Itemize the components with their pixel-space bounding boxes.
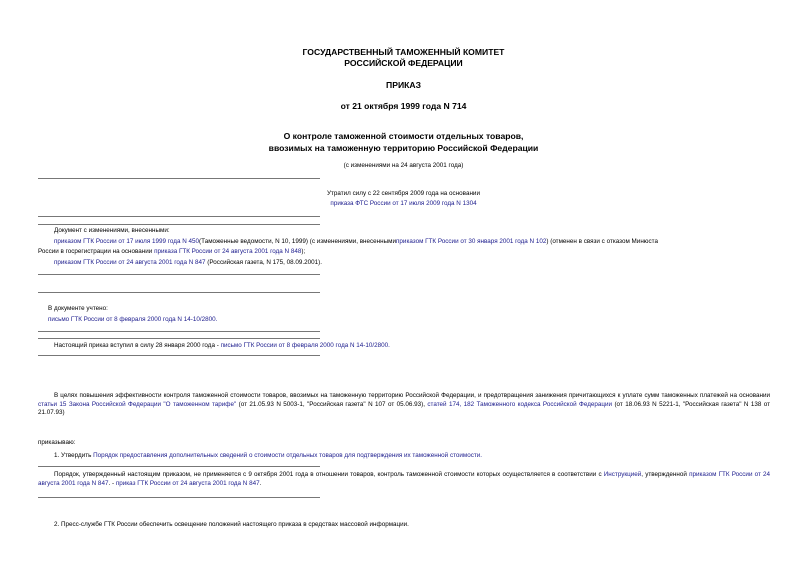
preamble-paragraph: В целях повышения эффективности контроля таможенной стоимости товаров, ввозимых на таможенную территорию Российской Федерации, и предотвращения занижения причитающихся к уплате сумм таможенных платежей на основании статьи 15 Закона Российской Федерации "О таможенном тарифе" (от 21.05.93 N 5003-1, "Российская газета" N 107 от 05.06.93), статей 174, 182 Таможенного кодекса Российской Федерации (от 18.06.93 N 5221-1, "Российская газета" N 138 от 21.07.93) xyxy=(38,392,771,417)
divider xyxy=(38,216,320,217)
order-847-link[interactable]: приказом ГТК России от 24 августа 2001 года N 847 xyxy=(38,471,771,487)
amendment-item-1: приказом ГТК России от 17 июля 1999 года N 450(Таможенные ведомости, N 10, 1999) (с изменениями, внесеннымиприказом ГТК России от 30 января 2001 года N 102) (отменен в связи с отказом Минюста xyxy=(54,238,658,245)
committee-name-line2: РОССИЙСКОЙ ФЕДЕРАЦИИ xyxy=(344,58,463,68)
amendment-link-847[interactable]: приказом ГТК России от 24 августа 2001 года N 847 xyxy=(54,259,206,266)
order-note: Порядок, утвержденный настоящим приказом, не применяется с 9 октября 2001 года в отношении товаров, контроль таможенной стоимости которых осуществляется в соответствии с Инструкцией, утвержденной приказом ГТК России от 24 августа 2001 года N 847. - приказ ГТК России от 24 августа 2001 года N 847. xyxy=(38,471,771,487)
instruction-link[interactable]: Инструкцией xyxy=(603,471,642,478)
amendment-link-102[interactable]: приказом ГТК России от 30 января 2001 года N 102 xyxy=(396,238,547,245)
document-title-line1: О контроле таможенной стоимости отдельных товаров, xyxy=(283,131,524,141)
divider xyxy=(38,178,320,179)
amendment-note: (с изменениями на 24 августа 2001 года) xyxy=(343,162,464,169)
order-lead: приказываю: xyxy=(38,439,76,446)
committee-name-line1: ГОСУДАРСТВЕННЫЙ ТАМОЖЕННЫЙ КОМИТЕТ xyxy=(302,47,505,57)
divider xyxy=(38,292,320,293)
divider xyxy=(38,331,320,332)
divider xyxy=(38,466,320,467)
procedure-link[interactable]: Порядок предоставления дополнительных сведений о стоимости отдельных товаров для подтверждения их таможенной стоимости. xyxy=(93,452,483,459)
amendment-link-848[interactable]: приказа ГТК России от 24 августа 2001 года N 848 xyxy=(154,248,302,255)
divider xyxy=(38,338,320,339)
amendment-item-1-cont: России в госрегистрации на основании приказа ГТК России от 24 августа 2001 года N 848); xyxy=(38,248,306,255)
amendments-heading: Документ с изменениями, внесенными: xyxy=(54,227,170,234)
status-link[interactable]: приказа ФТС России от 17 июля 2009 года N 1304 xyxy=(330,200,477,207)
effective-link[interactable]: письмо ГТК России от 8 февраля 2000 года N 14-10/2800. xyxy=(220,342,390,349)
divider xyxy=(38,274,320,275)
order-item-2: 2. Пресс-службе ГТК России обеспечить освещение положений настоящего приказа в средствах массовой информации. xyxy=(54,521,409,528)
law-article-15-link[interactable]: статьи 15 Закона Российской Федерации "О таможенном тарифе" xyxy=(38,400,237,408)
considered-link[interactable]: письмо ГТК России от 8 февраля 2000 года N 14-10/2800. xyxy=(48,316,218,323)
divider xyxy=(38,224,320,225)
customs-code-link[interactable]: статей 174, 182 Таможенного кодекса Российской Федерации xyxy=(427,400,613,408)
divider xyxy=(38,355,320,356)
document-date: от 21 октября 1999 года N 714 xyxy=(340,101,467,111)
amendment-item-2: приказом ГТК России от 24 августа 2001 года N 847 (Российская газета, N 175, 08.09.2001). xyxy=(54,259,323,266)
order-item-1: 1. Утвердить Порядок предоставления дополнительных сведений о стоимости отдельных товаров для подтверждения их таможенной стоимости. xyxy=(54,452,483,459)
amendment-link-450[interactable]: приказом ГТК России от 17 июля 1999 года N 450 xyxy=(54,238,200,245)
order-847-link-2[interactable]: приказ ГТК России от 24 августа 2001 года N 847 xyxy=(115,479,260,487)
effective-date: Настоящий приказ вступил в силу 28 января 2000 года - письмо ГТК России от 8 февраля 2000 года N 14-10/2800. xyxy=(54,342,390,349)
status-text: Утратил силу с 22 сентября 2009 года на основании xyxy=(327,190,480,197)
document-title-line2: ввозимых на таможенную территорию Российской Федерации xyxy=(268,143,539,153)
divider xyxy=(38,497,320,498)
document-type: ПРИКАЗ xyxy=(386,80,421,90)
considered-heading: В документе учтено: xyxy=(48,305,108,312)
